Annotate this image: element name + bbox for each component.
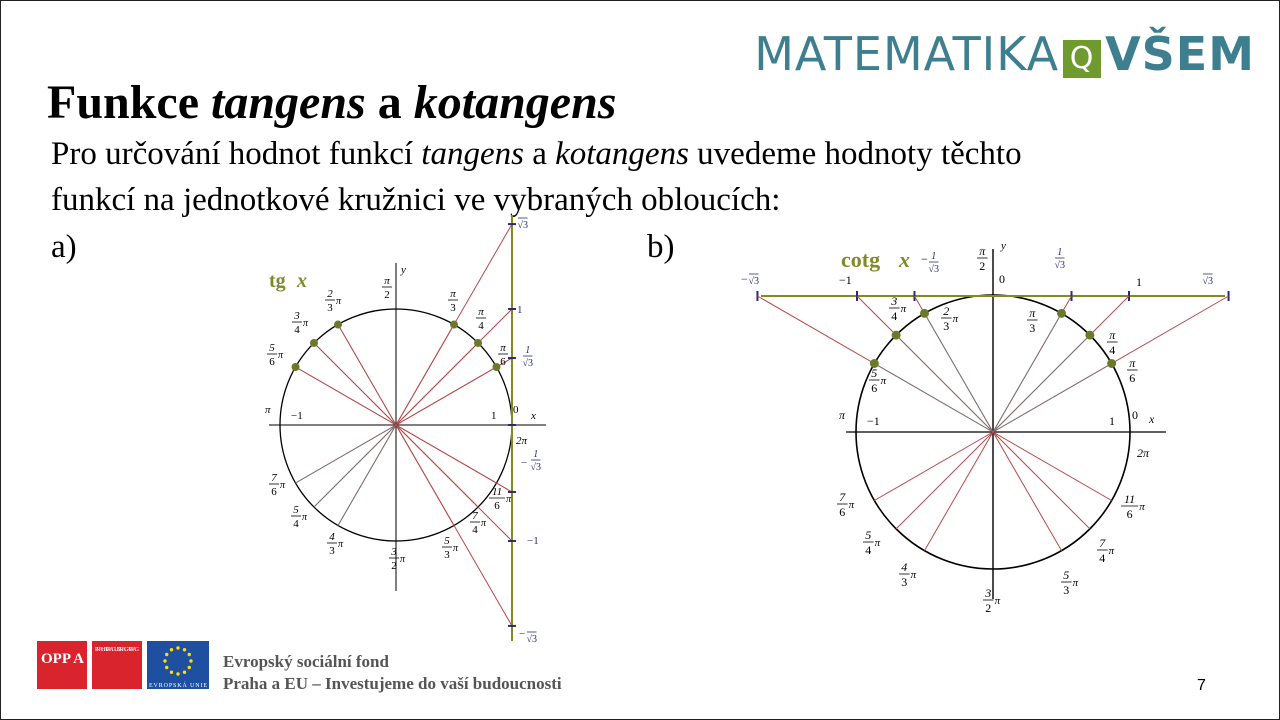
angle-point	[1107, 359, 1116, 368]
fraction-denominator: 6	[500, 356, 506, 368]
fraction-numerator: π	[979, 244, 986, 258]
fraction-denominator: 4	[865, 543, 872, 557]
fraction-numerator: π	[1109, 328, 1116, 342]
fraction-tail: π	[900, 303, 907, 315]
fraction-denominator: 6	[871, 381, 878, 395]
fraction-tail: π	[952, 313, 959, 325]
function-variable: x	[297, 270, 307, 292]
fraction-numerator: π	[384, 275, 390, 287]
fraction-denominator: 3	[329, 545, 335, 557]
angle-point	[1085, 331, 1094, 340]
fraction-denominator: 6	[269, 356, 275, 368]
x-axis-label: x	[1149, 412, 1155, 426]
eu-star	[176, 646, 179, 649]
fraction-tail: π	[400, 554, 406, 565]
fraction-denominator: 3	[1029, 321, 1036, 335]
fraction-denominator: 4	[472, 524, 478, 536]
fraction-numerator: 5	[293, 504, 299, 516]
fraction-denominator: 3	[1063, 583, 1070, 597]
title-part: Funkce	[47, 76, 212, 129]
fraction-numerator: 7	[839, 490, 846, 504]
angle-ray	[314, 425, 396, 507]
fraction-tail: π	[1072, 577, 1079, 589]
fraction-tail: π	[910, 569, 917, 581]
title-part: a	[365, 76, 414, 129]
angle-label-5pi-4	[863, 528, 881, 557]
two-pi-label: 2π	[516, 435, 528, 447]
angle-label-7pi-6	[269, 472, 286, 498]
fraction-numerator: 4	[901, 560, 908, 574]
cot-minus-sqrt3-label	[749, 274, 760, 287]
intro-part: funkcí na jednotkové kružnici ve vybraných obloucích:	[51, 182, 781, 218]
angle-label-5pi-4	[291, 504, 308, 530]
intro-part: Pro určování hodnot funkcí	[51, 136, 422, 172]
angle-label-pi-6	[1127, 356, 1138, 385]
cot-minus-one-label: −1	[839, 273, 852, 287]
fraction-numerator: 3	[294, 310, 300, 322]
fraction-numerator: 11	[491, 486, 503, 498]
angle-label-11pi-6	[1121, 492, 1145, 521]
fraction-numerator: 7	[271, 472, 277, 484]
fraction-numerator: 3	[891, 294, 898, 308]
page-title	[47, 75, 616, 130]
intro-part: a	[523, 136, 556, 172]
fraction-denominator: 2	[985, 601, 992, 615]
angle-ray	[874, 364, 993, 433]
cot-sqrt3-label	[1203, 274, 1214, 287]
minus-sign: −	[741, 272, 748, 286]
fraction-denominator: √3	[517, 220, 528, 231]
tangent-ray	[396, 343, 478, 425]
fraction-numerator: 2	[943, 304, 950, 318]
fraction-numerator: 3	[985, 586, 992, 600]
fraction-numerator: 4	[329, 531, 335, 543]
fraction-numerator: 5	[871, 366, 878, 380]
zero-label-top: 0	[999, 272, 1005, 286]
fraction-tail: π	[994, 595, 1001, 607]
eu-star	[183, 671, 186, 674]
angle-point	[310, 339, 318, 347]
zero-label: 0	[513, 404, 519, 416]
angle-label-4pi-3	[327, 531, 344, 557]
cotangent-unit-circle-diagram	[731, 233, 1231, 628]
fraction-tail: π	[453, 543, 459, 554]
one-label: 1	[491, 410, 497, 422]
fraction-denominator: 3	[450, 302, 456, 314]
angle-label-4pi-3	[899, 560, 917, 589]
fraction-denominator: 4	[293, 518, 299, 530]
angle-label-5pi-3	[442, 535, 459, 561]
fraction-numerator: 1	[1057, 247, 1063, 258]
tangent-ray	[296, 367, 512, 492]
cot-minus-inv-sqrt3-label	[929, 251, 940, 275]
title-kotangens: kotangens	[413, 76, 617, 129]
angle-point	[334, 321, 342, 329]
x-axis-label: x	[531, 410, 536, 422]
pi-label: π	[265, 404, 271, 416]
fraction-numerator: 1	[533, 449, 539, 460]
footer-text	[223, 651, 562, 695]
angle-label-pi-6	[498, 342, 508, 368]
fraction-denominator: √3	[928, 264, 939, 275]
tan-inv-sqrt3-label	[523, 345, 534, 369]
praha-logo	[92, 641, 142, 689]
function-label: cotg	[841, 247, 881, 272]
eu-star	[176, 672, 179, 675]
function-label: tg	[269, 270, 286, 292]
angle-point	[450, 321, 458, 329]
tangent-ray	[396, 325, 454, 425]
angle-label-pi-3	[448, 288, 458, 314]
intro-part: kotangens	[555, 136, 689, 172]
minus-one-label: −1	[867, 414, 880, 428]
fraction-tail: π	[1108, 545, 1115, 557]
fraction-denominator: 6	[271, 486, 277, 498]
fraction-denominator: 6	[839, 505, 846, 519]
tan-minus-one-label: −1	[527, 535, 539, 547]
minus-sign: −	[521, 457, 528, 469]
fraction-numerator: 1	[525, 345, 531, 356]
label-b: b)	[647, 229, 675, 265]
footer-line-1: Evropský sociální fond	[223, 652, 389, 671]
angle-label-7pi-6	[837, 490, 855, 519]
fraction-numerator: 2	[327, 288, 333, 300]
angle-label-5pi-6	[869, 366, 887, 395]
angle-point	[474, 339, 482, 347]
intro-part: uvedeme hodnoty těchto	[688, 136, 1022, 172]
fraction-tail: π	[336, 296, 342, 307]
fraction-numerator: 5	[1063, 568, 1070, 582]
fraction-numerator: 3	[391, 546, 397, 558]
angle-label-5pi-3	[1061, 568, 1079, 597]
angle-ray	[925, 313, 994, 432]
fraction-tail: π	[848, 499, 855, 511]
matematika-vsem-logo	[754, 27, 1255, 81]
angle-ray	[296, 425, 396, 483]
fraction-denominator: 3	[943, 319, 950, 333]
fraction-numerator: π	[1029, 306, 1036, 320]
fraction-numerator: π	[1129, 356, 1136, 370]
angle-ray	[993, 335, 1090, 432]
minus-one-label: −1	[291, 410, 303, 422]
angle-ray	[338, 425, 396, 525]
fraction-denominator: 3	[444, 549, 450, 561]
fraction-denominator: 2	[979, 259, 986, 273]
logo-q-icon: Q	[1063, 40, 1101, 78]
fraction-denominator: 3	[901, 575, 908, 589]
tan-one-label: 1	[517, 304, 523, 316]
angle-label-3pi-4	[292, 310, 309, 336]
eu-star	[163, 659, 166, 662]
fraction-denominator: 4	[1099, 551, 1106, 565]
fraction-numerator: 7	[472, 510, 478, 522]
eu-star	[183, 648, 186, 651]
angle-ray	[993, 313, 1062, 432]
angle-label-pi-2	[382, 275, 392, 301]
fraction-numerator: π	[500, 342, 506, 354]
eu-star	[188, 666, 191, 669]
cotangent-ray	[896, 432, 993, 529]
eu-star	[188, 653, 191, 656]
page-number: 7	[1197, 677, 1206, 694]
tangent-ray	[314, 343, 512, 541]
tan-minus-sqrt3-label	[527, 632, 538, 645]
eu-logo-text: EVROPSKÁ UNIE	[149, 683, 207, 689]
logo-word-2: VŠEM	[1105, 27, 1255, 81]
fraction-tail: π	[278, 350, 284, 361]
tangent-ray	[338, 325, 512, 626]
fraction-denominator: √3	[748, 276, 759, 287]
angle-ray	[993, 364, 1112, 433]
fraction-numerator: 5	[444, 535, 450, 547]
fraction-denominator: 6	[1129, 371, 1136, 385]
fraction-denominator: √3	[530, 462, 541, 473]
fraction-numerator: 5	[865, 528, 872, 542]
oppa-logo-text: OPP A	[41, 651, 84, 667]
angle-point	[292, 363, 300, 371]
angle-point	[492, 363, 500, 371]
angle-label-3pi-2	[389, 546, 406, 572]
fraction-tail: π	[880, 375, 887, 387]
y-axis-label: y	[401, 264, 406, 276]
cotangent-ray	[993, 432, 1062, 551]
angle-point	[920, 309, 929, 318]
tan-sqrt3-label	[518, 218, 529, 231]
angle-ray	[896, 335, 993, 432]
cot-one-label: 1	[1136, 275, 1142, 289]
cotangent-ray	[925, 432, 994, 551]
label-a: a)	[51, 229, 77, 265]
eu-star	[189, 659, 192, 662]
minus-sign: −	[921, 252, 928, 266]
pi-label: π	[839, 408, 846, 422]
cot-inv-sqrt3-label	[1055, 247, 1066, 271]
eu-star	[170, 671, 173, 674]
eu-star	[165, 653, 168, 656]
fraction-denominator: 2	[384, 289, 390, 301]
praha-logo-text: PRAHA PRAGUE PRAGA PRAG	[95, 647, 139, 653]
fraction-denominator: 3	[327, 302, 333, 314]
logo-word-1: MATEMATIKA	[754, 27, 1060, 81]
fraction-numerator: 11	[1124, 492, 1136, 506]
fraction-numerator: 5	[269, 342, 275, 354]
fraction-denominator: √3	[526, 634, 537, 645]
fraction-numerator: 7	[1099, 536, 1106, 550]
intro-part: tangens	[421, 136, 524, 172]
intro-text	[51, 131, 1171, 223]
fraction-denominator: 4	[1109, 343, 1116, 357]
fraction-tail: π	[481, 518, 487, 529]
fraction-denominator: 6	[1126, 507, 1133, 521]
fraction-denominator: √3	[1054, 260, 1065, 271]
fraction-tail: π	[280, 480, 286, 491]
angle-label-pi-2	[977, 244, 988, 273]
minus-sign: −	[519, 628, 526, 640]
fraction-denominator: √3	[522, 358, 533, 369]
fraction-numerator: 1	[931, 251, 937, 262]
fraction-numerator: π	[478, 306, 484, 318]
eu-star	[170, 648, 173, 651]
tangent-ray	[396, 367, 496, 425]
fraction-denominator: 4	[294, 324, 300, 336]
one-label: 1	[1109, 414, 1115, 428]
function-variable: x	[899, 247, 910, 272]
y-axis-label: y	[1001, 240, 1006, 252]
fraction-tail: π	[302, 512, 308, 523]
fraction-numerator: π	[450, 288, 456, 300]
angle-label-3pi-4	[889, 294, 907, 323]
fraction-denominator: 4	[478, 320, 484, 332]
angle-label-5pi-6	[267, 342, 284, 368]
fraction-tail: π	[338, 539, 344, 550]
eu-flag-logo	[147, 641, 209, 689]
tangent-unit-circle-diagram	[251, 206, 561, 646]
fraction-denominator: 2	[391, 560, 397, 572]
cotangent-ray	[993, 432, 1090, 529]
cotangent-ray	[993, 432, 1112, 501]
footer-line-2: Praha a EU – Investujeme do vaší budoucnosti	[223, 674, 562, 693]
fraction-tail: π	[506, 494, 512, 505]
angle-label-3pi-2	[983, 586, 1001, 615]
angle-label-2pi-3	[325, 288, 342, 314]
eu-star	[165, 666, 168, 669]
angle-label-pi-4	[1107, 328, 1118, 357]
angle-label-pi-3	[1027, 306, 1038, 335]
fraction-denominator: 6	[494, 500, 500, 512]
oppa-logo	[37, 641, 87, 689]
fraction-tail: π	[303, 318, 309, 329]
angle-point	[892, 331, 901, 340]
angle-label-pi-4	[476, 306, 486, 332]
fraction-denominator: 4	[891, 309, 898, 323]
angle-label-7pi-4	[1097, 536, 1115, 565]
tan-minus-inv-sqrt3-label	[531, 449, 542, 473]
fraction-tail: π	[1139, 501, 1145, 513]
angle-label-2pi-3	[941, 304, 959, 333]
title-tangens: tangens	[211, 76, 366, 129]
cotangent-ray	[874, 432, 993, 501]
two-pi-label: 2π	[1137, 446, 1150, 460]
zero-label: 0	[1132, 408, 1138, 422]
fraction-tail: π	[874, 537, 881, 549]
angle-point	[1057, 309, 1066, 318]
fraction-denominator: √3	[1202, 276, 1213, 287]
